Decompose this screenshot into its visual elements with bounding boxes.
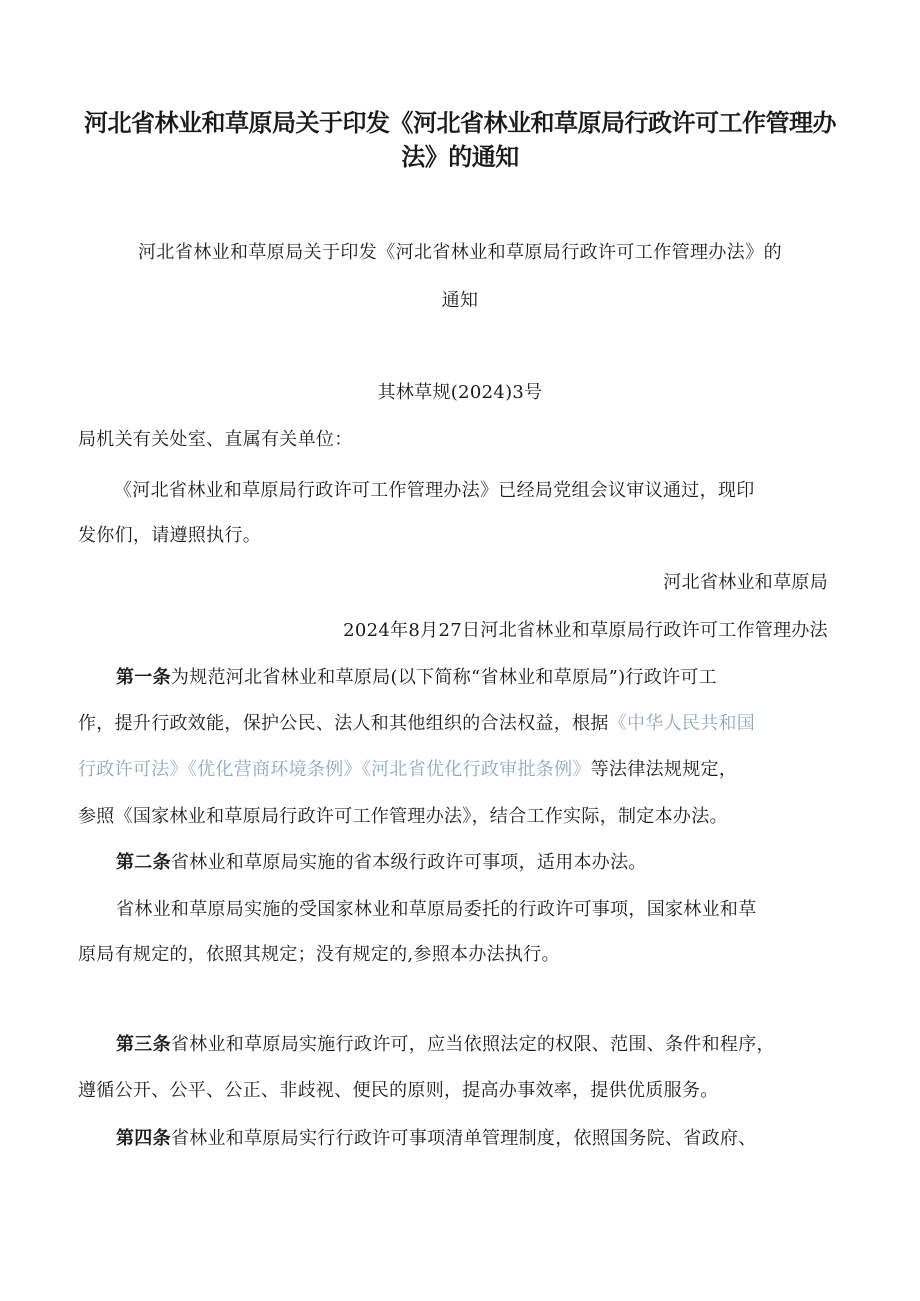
article-2-label: 第二条 <box>116 852 171 873</box>
article-4-line-1 <box>116 1126 757 1152</box>
article-1-label: 第一条 <box>116 667 171 688</box>
signature-date-title: 2024年8月27日河北省林业和草原局行政许可工作管理办法 <box>343 620 828 641</box>
article-3-label: 第三条 <box>116 1034 171 1055</box>
article-2-para-2-line-1: 省林业和草原局实施的受国家林业和草原局委托的行政许可事项，国家林业和草 <box>116 899 757 920</box>
intro-line-1: 《河北省林业和草原局行政许可工作管理办法》已经局党组会议审议通过，现印 <box>114 480 755 501</box>
article-3-text-1: 省林业和草原局实施行政许可，应当依照法定的权限、范围、条件和程序， <box>170 1034 775 1055</box>
addressee: 局机关有关处室、直属有关单位： <box>78 429 353 450</box>
law-link-administrative-license-cont[interactable]: 行政许可法》 <box>78 759 188 780</box>
law-link-administrative-license[interactable]: 《中华人民共和国 <box>608 713 756 734</box>
article-2-para-2-line-2: 原局有规定的，依照其规定；没有规定的,参照本办法执行。 <box>78 944 560 965</box>
article-4-label: 第四条 <box>116 1128 171 1149</box>
document-title <box>70 106 850 174</box>
article-3-line-2: 遵循公开、公平、公正、非歧视、便民的原则，提高办事效率，提供优质服务。 <box>78 1080 719 1101</box>
article-2-line-1 <box>116 850 647 876</box>
article-1-line-1 <box>116 665 717 691</box>
title-line-1: 河北省林业和草原局关于印发《河北省林业和草原局行政许可工作管理办 <box>84 109 836 137</box>
subtitle-line-2: 通知 <box>441 290 479 311</box>
title-line-2: 法》的通知 <box>401 143 519 171</box>
article-1-text-3: 等法律法规规定， <box>590 759 738 780</box>
law-link-hebei-approval[interactable]: 《河北省优化行政审批条例》 <box>361 759 591 780</box>
article-1-line-3 <box>78 757 737 783</box>
article-3-line-1 <box>116 1032 775 1058</box>
article-1-text-2: 作，提升行政效能，保护公民、法人和其他组织的合法权益，根据 <box>78 713 609 734</box>
subtitle-line-1: 河北省林业和草原局关于印发《河北省林业和草原局行政许可工作管理办法》的 <box>138 242 782 263</box>
article-4-text-1: 省林业和草原局实行行政许可事项清单管理制度，依照国务院、省政府、 <box>170 1128 757 1149</box>
law-link-business-environment[interactable]: 《优化营商环境条例》 <box>187 759 362 780</box>
article-1-text-1: 为规范河北省林业和草原局(以下简称“省林业和草原局”)行政许可工 <box>170 667 717 688</box>
article-1-line-2 <box>78 711 755 737</box>
document-number: 其林草规(2024)3号 <box>377 382 543 403</box>
article-1-line-4: 参照《国家林业和草原局行政许可工作管理办法》，结合工作实际，制定本办法。 <box>78 806 728 827</box>
signature-org: 河北省林业和草原局 <box>663 572 828 593</box>
intro-line-2: 发你们，请遵照执行。 <box>78 525 261 546</box>
article-2-text-1: 省林业和草原局实施的省本级行政许可事项，适用本办法。 <box>170 852 647 873</box>
